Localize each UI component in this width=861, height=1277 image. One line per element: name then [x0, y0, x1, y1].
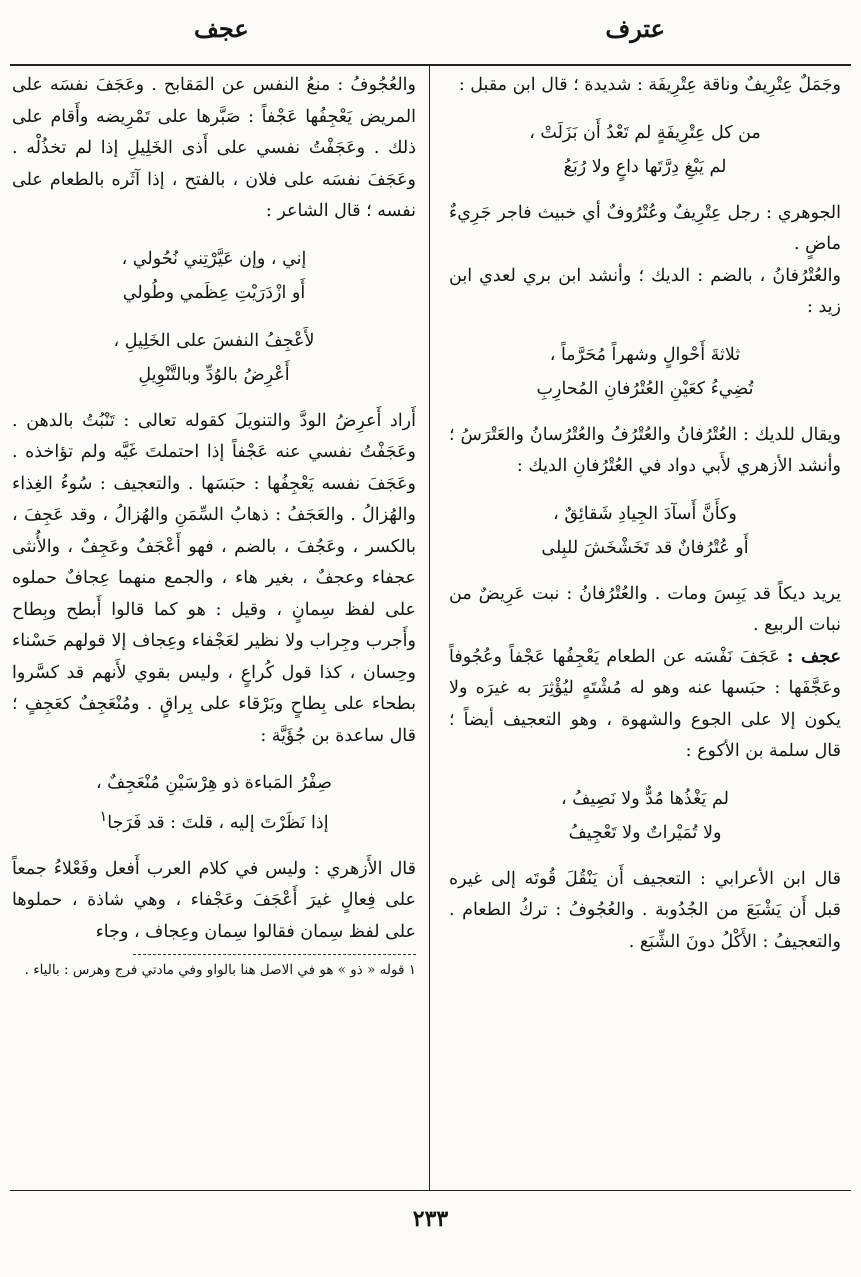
verse-line: من كل عِتْرِيفَةٍ لم تَعْدُ أَن بَزَلَتْ ، — [529, 122, 761, 143]
footer-rule — [10, 1190, 851, 1191]
paragraph: ويقال للديك : العُتْرُفانُ والعُتْرُفُ والعُتْرُسانُ والعَتْرَسُ ؛ وأنشد الأزهري لأَبي دواد في العُتْرُفانِ الديك : — [449, 424, 841, 476]
paragraph: الجوهري : رجل عِتْرِيفٌ وعُتْرُوفٌ أي خبيث فاجر جَرِيءٌ ماضٍ . — [449, 202, 841, 254]
verse-line: أَعْرِضُ بالوُدِّ وبالتَّنْوِيلِ — [138, 364, 290, 385]
right-column — [449, 70, 841, 958]
paragraph: قال الأَزهري : وليس في كلام العرب أَفعل وفَعْلاءُ جمعاً على فِعالٍ غيرَ أَعْجَفَ وعَجْفاء ، وهي شاذة ، حملوها على لفظ سِمان فقالوا سِمان وعِجاف ، وجاء — [12, 858, 416, 942]
verse-line — [12, 800, 416, 840]
footnote-rule — [133, 954, 416, 955]
paragraph: قال ابن الأعرابي : التعجيف أَن يَنْقُلَ قُوتَه إلى غيره قبل أَن يَشْبَعَ من الجُدُوبة . والعُجُوفُ : تركُ الطعام . والتعجيفُ : الأَكْلُ دونَ الشِّبَع . — [449, 868, 841, 952]
paragraph: يريد ديكاً قد يَبِسَ ومات . والعُتْرُفانُ : نبت عَرِيضٌ من نبات الربيع . — [449, 583, 841, 635]
running-header-left: عجف — [194, 14, 249, 43]
verse-line: ولا تُمَيْراتٌ ولا تَعْجِيفُ — [568, 822, 722, 843]
verse-line: صِفْرُ المَباءة ذو هِرْسَيْنِ مُنْعَجِفٌ ، — [95, 773, 333, 793]
verse-line: لأَعْجِفُ النفسَ على الخَلِيلِ ، — [113, 330, 315, 351]
verse — [12, 324, 416, 392]
verse-line: لم يَغْذُها مُدٌّ ولا نَصِيفُ ، — [561, 788, 729, 809]
verse-line: ثلاثةَ أَحْوالٍ وشهراً مُحَرَّماً ، — [549, 344, 741, 365]
verse-line-text: إذا نَظَرْتَ إليه ، قلتَ : قد فَرَجا — [107, 812, 329, 833]
paragraph: والعُتْرُفانُ ، بالضم : الديك ؛ وأنشد ابن بري لعدي ابن زيد : — [449, 265, 841, 317]
entry-paragraph — [449, 642, 841, 768]
paragraph: أَراد أَعرِضُ الودَّ والتنويلَ كقوله تعالى : تَنْبُتُ بالدهن . وعَجَفْتُ نفسي عنه عَجْفاً إذا احتملتَ غَيَّه ولم تؤاخذه . وعَجَفَ نفسه يَعْجِفُها : حبَسَها . والتعجيف : سُوءُ الغِذاء والهُزالُ . والعَجَفُ : ذهابُ السِّمَنِ والهُزالُ ، وقد عَجِفَ ، بالكسر ، وعَجُفَ ، بالضم ، فهو أَعْجَفُ وعَجِفٌ ، والأُنثى عجفاء وعجفٌ ، بغير هاء ، والجمع منهما عِجافٌ حملوه على لفظ سِمانٍ ، وقيل : هو كما قالوا أَبطح وبِطاح وأَجرب وجِراب ولا نظير لعَجْفاء وعِجاف إلا قولهم حَسْناء وحِسان ، كذا قول كُراعٍ ، وليس بقوي لأَنهم قد كسَّروا بطحاء على بِطاحٍ وبَرْقاء على بِراقٍ . ومُنْعَجِفٌ كعَجِفٍ ؛ قال ساعدة بن جُؤَيَّة : — [12, 410, 416, 746]
running-header-right: عترف — [605, 14, 665, 43]
verse-line: أَو عُتْرُفانٌ قد تَخَشْخَشَ للبِلى — [541, 537, 749, 558]
verse-line: تُضِيءُ كعَيْنِ العُتْرُفانِ المُحارِبِ — [536, 378, 754, 399]
paragraph: والعُجُوفُ : منعُ النفس عن المَقابح . وعَجَفَ نفسَه على المريض يَعْجِفُها عَجْفاً : صَبَّرها على تَمْرِيضه وأَقام على ذلك . وعَجَفْتُ نفسي على أَذى الخَلِيلِ إذا لم تخذُلْه . وعَجَفَ نفسَه على فلان ، بالفتح ، إذا آثَره بالطعام على نفسه ؛ قال الشاعر : — [12, 75, 416, 221]
left-column — [12, 70, 416, 981]
verse-line: وكأَنَّ أَسآدَ الجِيادِ شَقائِقٌ ، — [553, 503, 737, 524]
entry-text: عَجَفَ نَفْسَه عن الطعام يَعْجِفُها عَجْفاً وعُجُوفاً وعَجَّفَها : حبَسها عنه وهو له مُشْتَهٍ ليُؤْثِرَ به غيرَه ولا يكون إلا على الجوع والشهوة ، وهو التعجيف أيضاً ؛ قال سلمة بن الأكوع : — [449, 646, 841, 761]
verse — [12, 766, 416, 840]
page-number: ٢٣٣ — [412, 1206, 449, 1232]
verse — [449, 116, 841, 184]
footnote: ١ قوله « ذو » هو في الاصل هنا بالواو وفي مادتي فرج وهرس : بالياء . — [24, 962, 416, 979]
entry-headword: عجف : — [786, 646, 841, 667]
verse-line: أَو ازْدَرَيْتِ عِظَمي وطُولي — [122, 282, 306, 303]
verse-line: إني ، وإن عَيَّرْتِني نُحُولي ، — [121, 248, 307, 269]
footnote-marker: ١ — [99, 808, 108, 825]
header-rule — [10, 64, 851, 66]
verse — [449, 497, 841, 565]
verse — [449, 782, 841, 850]
verse — [449, 338, 841, 406]
column-divider — [429, 66, 430, 1190]
verse-line: لم يَبْغِ دِرَّتَها داعٍ ولا رُبَعُ — [563, 156, 727, 177]
paragraph: وجَمَلٌ عِتْرِيفٌ وناقة عِتْرِيفَة : شديدة ؛ قال ابن مقبل : — [458, 75, 841, 95]
verse — [12, 242, 416, 310]
